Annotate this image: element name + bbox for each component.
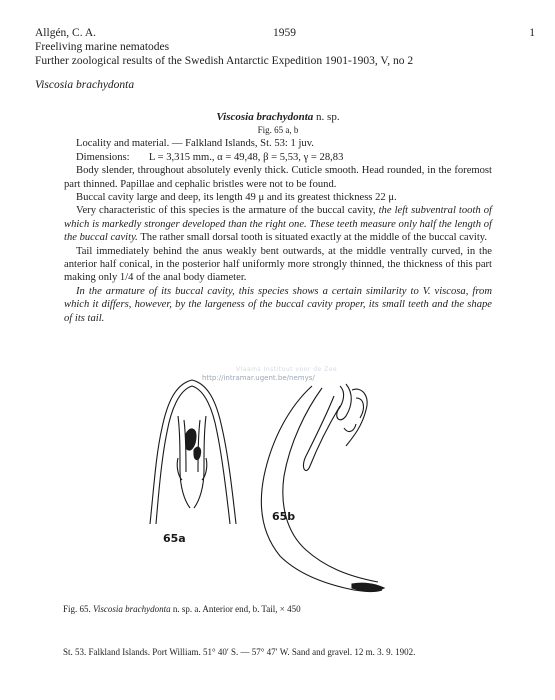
species-suffix: n. sp. bbox=[316, 111, 340, 123]
running-title: Viscosia brachydonta bbox=[35, 79, 135, 91]
caption-prefix: Fig. 65. bbox=[63, 604, 91, 614]
armature-text-a: Very characteristic of this species is the armature of the buccal cavity, bbox=[76, 205, 376, 217]
locality-text: Falkland Islands, St. 53: 1 juv. bbox=[185, 138, 314, 150]
station-record: St. 53. Falkland Islands. Port William. 51° 40′ S. — 57° 47′ W. Sand and gravel. 12 m. 3. 9. 1902. bbox=[63, 647, 416, 657]
locality-line bbox=[64, 137, 492, 150]
armature-text-b: the left subventral tooth of which is markedly stronger developed than the right one. These teeth measure only half the length of the buccal cavity. bbox=[64, 205, 492, 244]
dimensions-label: Dimensions: bbox=[76, 151, 130, 163]
series-title: Freeliving marine nematodes bbox=[35, 41, 170, 53]
watermark-url: http://intramar.ugent.be/nemys/ bbox=[202, 374, 315, 382]
author: Allgén, C. A. bbox=[35, 27, 97, 39]
year: 1959 bbox=[273, 27, 296, 39]
species-heading bbox=[64, 111, 492, 124]
species-name: Viscosia brachydonta bbox=[216, 111, 314, 123]
caption-species: Viscosia brachydonta bbox=[93, 604, 171, 614]
dimensions-line bbox=[64, 151, 492, 164]
paragraph-armature bbox=[64, 204, 492, 244]
figure-caption bbox=[63, 604, 301, 614]
article-body bbox=[64, 111, 492, 325]
figure-65b-tail bbox=[261, 384, 384, 592]
paragraph-tail: Tail immediately behind the anus weakly bent outwards, at the middle ventrally curved, in the anterior half conical, in the posterior half uniformly more strongly thinned, the thickness of this part making only 1/4 of the anal body diameter. bbox=[64, 245, 492, 284]
figure-label-65b: 65b bbox=[272, 510, 296, 523]
page-number: 1 bbox=[529, 27, 535, 39]
paragraph-buccal-cavity: Buccal cavity large and deep, its length 49 μ and its greatest thickness 22 μ. bbox=[76, 192, 397, 204]
page-header bbox=[35, 26, 535, 68]
figure-reference: Fig. 65 a, b bbox=[257, 125, 299, 136]
paragraph-body: Body slender, throughout absolutely evenly thick. Cuticle smooth. Head rounded, in the foremost part thinned. Papillae and cephalic bristles were not to be found. bbox=[64, 165, 492, 190]
dimensions-values: L = 3,315 mm., α = 49,48, β = 5,53, γ = 28,83 bbox=[148, 151, 344, 163]
figure-label-65a: 65a bbox=[163, 532, 186, 545]
figure-65-drawing bbox=[140, 376, 440, 606]
publication-title: Further zoological results of the Swedish Antarctic Expedition 1901-1903, V, no 2 bbox=[35, 55, 414, 67]
caption-text: n. sp. a. Anterior end, b. Tail, × 450 bbox=[172, 604, 301, 614]
paragraph-comparison: In the armature of its buccal cavity, this species shows a certain similarity to V. viscosa, from which it differs, however, by the largeness of the buccal cavity proper, its small teeth and the shape of its tail. bbox=[64, 285, 492, 324]
figure-65a-anterior-end bbox=[150, 380, 236, 524]
locality-label: Locality and material. — bbox=[76, 138, 183, 150]
armature-text-c: The rather small dorsal tooth is situated exactly at the middle of the buccal cavity. bbox=[140, 232, 488, 244]
watermark-logo: Vlaams Instituut voor de Zee bbox=[236, 366, 338, 373]
